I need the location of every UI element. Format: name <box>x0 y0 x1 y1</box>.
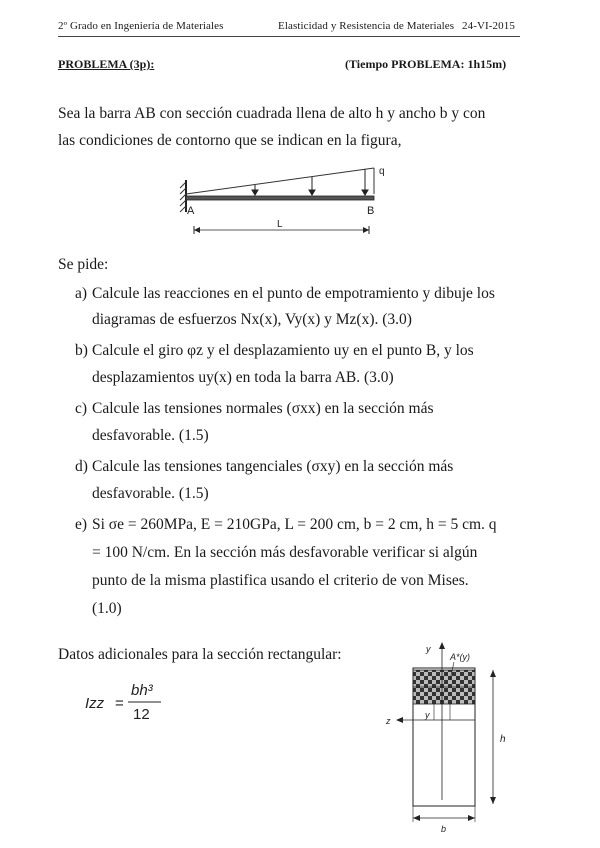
label-b: B <box>367 205 375 217</box>
label-z: z <box>386 716 391 726</box>
label-h: h <box>500 734 506 745</box>
problem-title: PROBLEMA (3p): <box>58 57 155 71</box>
label-area: A*(y) <box>450 652 470 662</box>
item-c-label: c) <box>75 400 88 417</box>
label-l: L <box>277 219 283 230</box>
header-course: 2º Grado en Ingeniería de Materiales <box>58 20 224 32</box>
item-b-label: b) <box>75 342 88 359</box>
header-rule <box>58 36 520 37</box>
svg-text:=: = <box>115 695 124 712</box>
item-b-line-1: Calcule el giro φz y el desplazamiento uy en el punto B, y los <box>92 342 474 359</box>
cross-section-figure <box>380 640 520 840</box>
header-date: 24-VI-2015 <box>462 20 515 32</box>
formula-lhs: Izz <box>85 695 105 712</box>
item-e-line-2: = 100 N/cm. En la sección más desfavorable verificar si algún <box>92 544 478 561</box>
label-y-axis: y <box>426 644 431 654</box>
item-a-label: a) <box>75 285 88 302</box>
datos-adicionales: Datos adicionales para la sección rectangular: <box>58 646 342 663</box>
label-y: y <box>425 710 430 720</box>
formula-denominator: 12 <box>133 706 150 723</box>
load-hypotenuse <box>186 168 374 194</box>
item-d-line-2: desfavorable. (1.5) <box>92 485 209 502</box>
label-a: A <box>187 205 195 217</box>
item-d-label: d) <box>75 458 88 475</box>
header-subject: Elasticidad y Resistencia de Materiales <box>278 20 455 32</box>
intro-line-1: Sea la barra AB con sección cuadrada llena de alto h y ancho b y con <box>58 105 486 122</box>
item-d-line-1: Calcule las tensiones tangenciales (σxy) en la sección más <box>92 458 454 475</box>
item-e-label: e) <box>75 516 88 533</box>
inertia-formula <box>85 676 175 726</box>
formula-numerator: bh³ <box>131 682 153 699</box>
beam-bar <box>186 196 374 200</box>
intro-line-2: las condiciones de contorno que se indican en la figura, <box>58 132 402 149</box>
item-b-line-2: desplazamientos uy(x) en toda la barra AB. (3.0) <box>92 369 394 386</box>
item-e-line-3: punto de la misma plastifica usando el criterio de von Mises. <box>92 572 469 589</box>
label-b: b <box>441 824 447 834</box>
beam-figure <box>175 160 395 240</box>
problem-time: (Tiempo PROBLEMA: 1h15m) <box>345 57 507 71</box>
item-e-line-1: Si σe = 260MPa, E = 210GPa, L = 200 cm, b = 2 cm, h = 5 cm. q <box>92 516 497 533</box>
item-c-line-2: desfavorable. (1.5) <box>92 427 209 444</box>
item-a-line-2: diagramas de esfuerzos Nx(x), Vy(x) y Mz(x). (3.0) <box>92 311 412 328</box>
item-e-line-4: (1.0) <box>92 600 122 617</box>
label-q: q <box>379 166 385 177</box>
se-pide: Se pide: <box>58 256 109 273</box>
item-a-line-1: Calcule las reacciones en el punto de empotramiento y dibuje los <box>92 285 495 302</box>
item-c-line-1: Calcule las tensiones normales (σxx) en la sección más <box>92 400 434 417</box>
